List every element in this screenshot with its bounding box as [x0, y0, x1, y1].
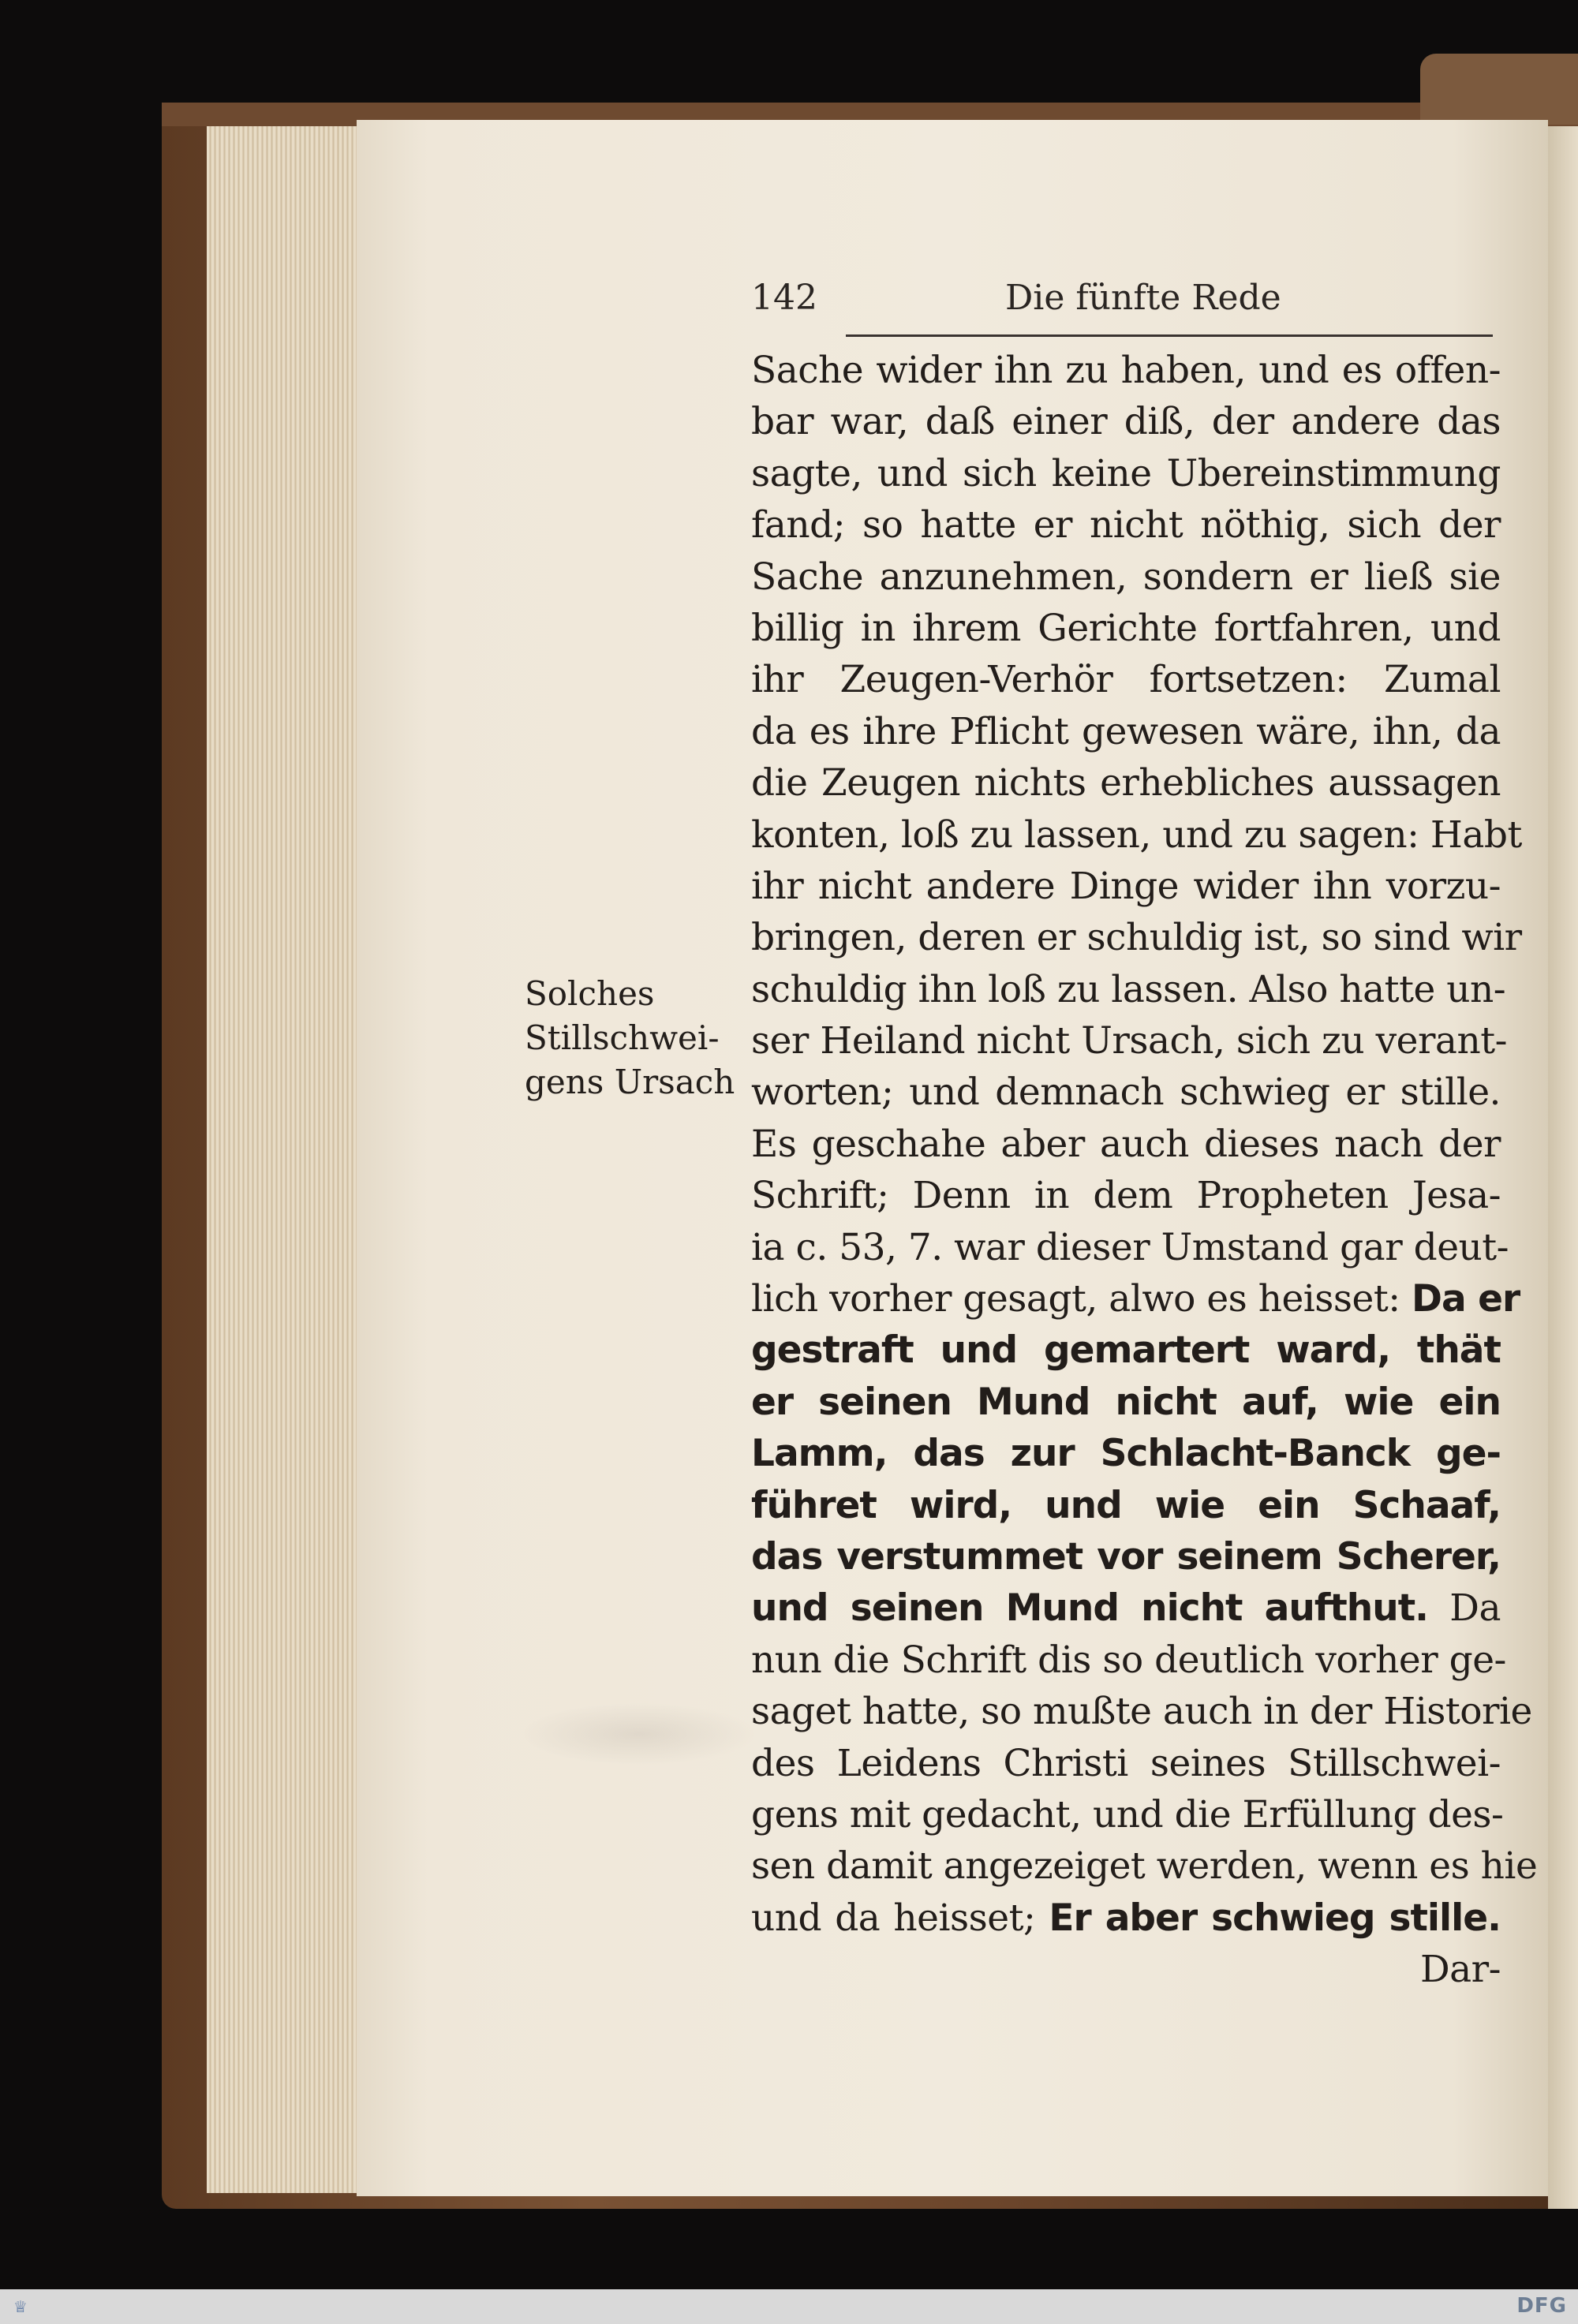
text-line: ihr nicht andere Dinge wider ihn vorzu-	[751, 864, 1501, 908]
emphasis-line: er seinen Mund nicht auf, wie ein	[751, 1380, 1501, 1424]
emphasis-segment: Er aber schwieg stille.	[1049, 1896, 1501, 1940]
margin-note-line: Stillschwei-	[525, 1018, 720, 1057]
text-line: Sache wider ihn zu haben, und es offen-	[751, 349, 1501, 392]
body-text	[751, 345, 1538, 1996]
text-line: Schrift; Denn in dem Propheten Jesa-	[751, 1174, 1501, 1218]
adjacent-page-edge	[1548, 126, 1578, 2209]
running-header	[751, 278, 1493, 333]
text-line-mixed	[751, 1273, 1520, 1325]
text-line: ia c. 53, 7. war dieser Umstand gar deut-	[751, 1225, 1509, 1269]
text-line: nun die Schrift dis so deutlich vorher ge-	[751, 1638, 1506, 1682]
text-line-mixed	[751, 1582, 1501, 1634]
viewer-footer-bar	[0, 2289, 1578, 2324]
text-line: schuldig ihn loß zu lassen. Also hatte un-	[751, 967, 1506, 1011]
text-line: ser Heiland nicht Ursach, sich zu verant-	[751, 1019, 1507, 1063]
text-line: sen damit angezeiget werden, wenn es hie	[751, 1844, 1538, 1889]
text-line: billig in ihrem Gerichte fortfahren, und	[751, 606, 1501, 650]
page-number: 142	[751, 278, 817, 318]
margin-note-line: gens Ursach	[525, 1063, 735, 1101]
catchword: Dar-	[1419, 1948, 1501, 1992]
text-line: bringen, deren er schuldig ist, so sind wir	[751, 916, 1522, 960]
emphasis-line: das verstummet vor seinem Scherer,	[751, 1534, 1501, 1579]
text-line: Sache anzunehmen, sondern er ließ sie	[751, 555, 1501, 599]
torn-cover-corner	[1420, 54, 1578, 125]
text-line: bar war, daß einer diß, der andere das	[751, 400, 1501, 444]
text-line: die Zeugen nichts erhebliches aussagen	[751, 761, 1501, 805]
text-line: konten, loß zu lassen, und zu sagen: Habt	[751, 813, 1522, 857]
emphasis-segment: und seinen Mund nicht aufthut.	[751, 1586, 1429, 1631]
margin-note-line: Solches	[525, 974, 655, 1013]
library-logo-icon: ♕	[13, 2297, 28, 2316]
text-line: da es ihre Pflicht gewesen wäre, ihn, da	[751, 709, 1501, 753]
text-line: Es geschahe aber auch dieses nach der	[751, 1122, 1501, 1166]
emphasis-line: Lamm, das zur Schlacht-Banck ge-	[751, 1432, 1501, 1476]
text-segment: Da	[1449, 1586, 1501, 1631]
header-rule	[846, 334, 1493, 337]
text-line: saget hatte, so mußte auch in der Historie	[751, 1690, 1532, 1734]
page-edges	[207, 126, 368, 2193]
show-through-text	[521, 1702, 757, 1765]
dfg-label: DFG	[1516, 2294, 1567, 2318]
text-line: sagte, und sich keine Ubereinstimmung	[751, 451, 1501, 495]
emphasis-segment: Da er	[1412, 1277, 1520, 1321]
emphasis-line: führet wird, und wie ein Schaaf,	[751, 1483, 1501, 1527]
text-segment: und da heisset;	[751, 1896, 1036, 1940]
text-line: ihr Zeugen-Verhör fortsetzen: Zumal	[751, 658, 1501, 702]
running-title: Die fünfte Rede	[1005, 278, 1281, 318]
emphasis-line: gestraft und gemartert ward, thät	[751, 1328, 1501, 1373]
margin-note	[525, 972, 735, 1104]
text-line: worten; und demnach schwieg er stille.	[751, 1070, 1501, 1115]
text-line: des Leidens Christi seines Stillschwei-	[751, 1741, 1501, 1785]
text-line-mixed	[751, 1892, 1501, 1944]
text-segment: lich vorher gesagt, alwo es heisset:	[751, 1277, 1400, 1321]
text-line: fand; so hatte er nicht nöthig, sich der	[751, 503, 1501, 547]
text-line: gens mit gedacht, und die Erfüllung des-	[751, 1792, 1504, 1836]
